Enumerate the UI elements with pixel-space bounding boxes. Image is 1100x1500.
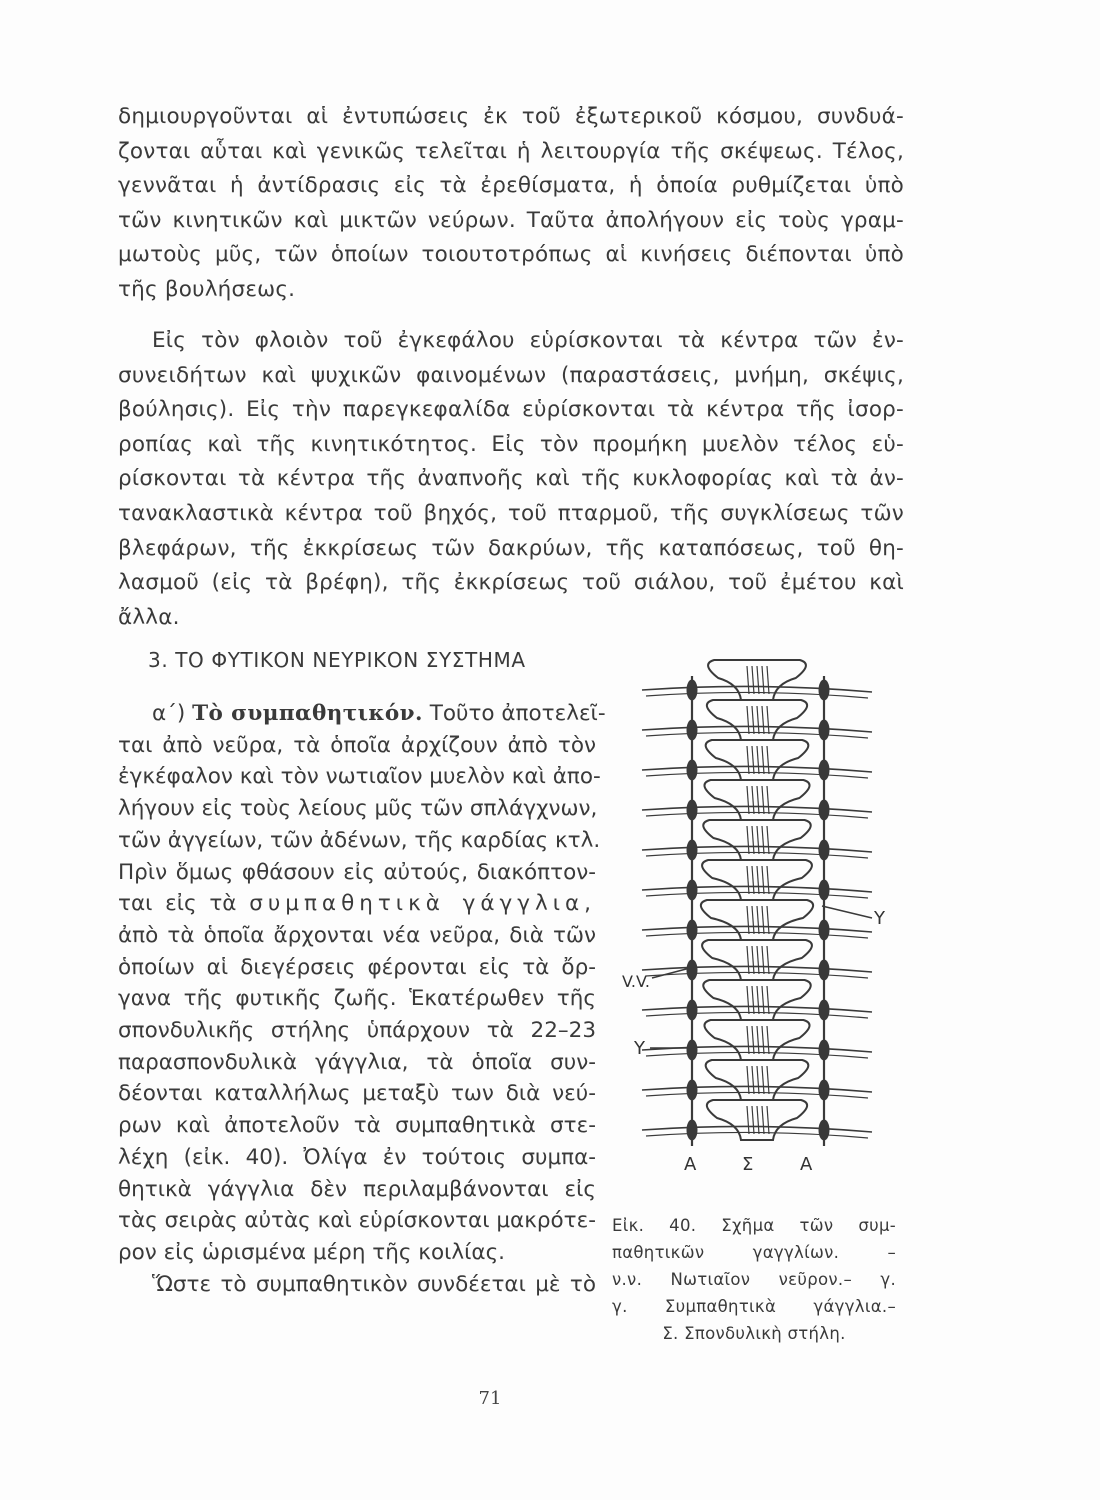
spinal-nerve-line	[642, 1086, 872, 1092]
vertebra-hatch	[762, 906, 764, 934]
spinal-nerve-line	[646, 1012, 868, 1018]
caption-line: Εἰκ. 40. Σχῆμα τῶν συμ-	[612, 1216, 896, 1235]
label-a-right: Α	[800, 1154, 813, 1175]
text-line: ροπίας καὶ τῆς κινητικότητος. Εἰς τὸν προμήκη μυελὸν τέλος εὑ-	[118, 431, 904, 457]
vertebra-hatch	[762, 1026, 764, 1054]
vertebra-hatch	[747, 706, 749, 734]
list-marker: α΄)	[152, 701, 186, 726]
paragraph-brain-centers	[118, 324, 904, 635]
vertebra-hatch	[752, 746, 754, 774]
text-line: ρον εἰς ὡρισμένα μέρη τῆς κοιλίας.	[118, 1239, 506, 1265]
text-line: σπονδυλικῆς στήλης ὑπάρχουν τὰ 22–23	[118, 1018, 596, 1044]
spinal-nerve-line	[642, 766, 872, 772]
vertebra-hatch	[767, 906, 769, 934]
vertebra-hatch	[762, 946, 764, 974]
sympathetic-ganglion	[687, 920, 697, 940]
spinal-nerve-line	[642, 1126, 872, 1132]
label-spinal-nerve: V.V.	[622, 972, 650, 991]
spinal-nerve-line	[646, 772, 868, 778]
vertebra-hatch	[747, 786, 749, 814]
text-line: τανακλαστικὰ κέντρα τοῦ βηχός, τοῦ πταρμοῦ, τῆς συγκλίσεως τῶν	[118, 500, 904, 526]
spinal-nerve-line	[642, 846, 872, 852]
paragraph-continuation	[118, 100, 904, 308]
vertebra-hatch	[747, 746, 749, 774]
paragraph-sympathetic	[118, 698, 606, 1300]
spinal-nerve-line	[642, 926, 872, 932]
vertebra-hatch	[757, 946, 759, 974]
vertebra-hatch	[762, 706, 764, 734]
bold-term: Τὸ συμπαθητικόν.	[192, 701, 423, 726]
sympathetic-ganglion	[819, 840, 829, 860]
vertebra-hatch	[752, 866, 754, 894]
sympathetic-ganglion	[687, 720, 697, 740]
text-fragment: ται εἰς τὰ	[118, 891, 237, 917]
vertebra-hatch	[752, 1026, 754, 1054]
vertebra-hatch	[767, 746, 769, 774]
vertebra-hatch	[757, 986, 759, 1014]
vertebra-hatch	[757, 786, 759, 814]
text-line: δέονται καταλλήλως μεταξὺ των διὰ νεύ-	[118, 1081, 596, 1107]
sympathetic-ganglion	[819, 800, 829, 820]
vertebra-hatch	[762, 986, 764, 1014]
text-line: δημιουργοῦνται αἱ ἐντυπώσεις ἐκ τοῦ ἐξωτερικοῦ κόσμου, συνδυά-	[118, 104, 904, 129]
label-a-left: Α	[684, 1154, 697, 1175]
vertebra-hatch	[757, 866, 759, 894]
text-line: Εἰς τὸν φλοιὸν τοῦ ἐγκεφάλου εὑρίσκονται τὰ κέντρα τῶν ἐν-	[152, 328, 904, 353]
spinal-nerve-line	[642, 806, 872, 812]
sympathetic-ganglion	[687, 880, 697, 900]
vertebra-hatch	[747, 1106, 749, 1134]
label-pointer	[822, 906, 872, 918]
spinal-nerve-line	[646, 732, 868, 738]
vertebra-hatch	[757, 1066, 759, 1094]
vertebra-hatch	[762, 1106, 764, 1134]
figure-sympathetic-ganglia	[612, 656, 902, 1216]
sympathetic-ganglion	[819, 760, 829, 780]
spinal-nerve-line	[646, 812, 868, 818]
caption-line: Σ. Σπονδυλικὴ στήλη.	[662, 1324, 846, 1343]
vertebra-hatch	[747, 866, 749, 894]
caption-line: γ. Συμπαθητικὰ γάγγλια.–	[612, 1297, 896, 1316]
vertebra-hatch	[752, 786, 754, 814]
spine-illustration	[612, 656, 902, 1216]
vertebra-hatch	[762, 826, 764, 854]
text-line: ρων καὶ ἀποτελοῦν τὰ συμπαθητικὰ στε-	[118, 1113, 596, 1139]
text-line: γανα τῆς φυτικῆς ζωῆς. Ἑκατέρωθεν τῆς	[118, 986, 596, 1012]
sympathetic-ganglion	[687, 840, 697, 860]
vertebra-hatch	[747, 1026, 749, 1054]
sympathetic-ganglion	[819, 1080, 829, 1100]
text-line: ρίσκονται τὰ κέντρα τῆς ἀναπνοῆς καὶ τῆς κυκλοφορίας καὶ τὰ ἀν-	[118, 466, 904, 492]
sympathetic-ganglion	[687, 1080, 697, 1100]
vertebra-hatch	[767, 666, 769, 694]
spinal-nerve-line	[646, 1132, 868, 1138]
sympathetic-ganglion	[819, 880, 829, 900]
vertebra-hatch	[767, 866, 769, 894]
text-line	[118, 698, 606, 730]
vertebra-hatch	[767, 786, 769, 814]
sympathetic-ganglion	[819, 960, 829, 980]
text-line: βούλησις). Εἰς τὴν παρεγκεφαλίδα εὑρίσκονται τὰ κέντρα τῆς ἰσορ-	[118, 397, 904, 423]
text-line: συνειδήτων καὶ ψυχικῶν φαινομένων (παραστάσεις, μνήμη, σκέψις,	[118, 362, 904, 388]
vertebra-hatch	[757, 1026, 759, 1054]
vertebra-hatch	[767, 1066, 769, 1094]
spinal-nerve-line	[642, 1006, 872, 1012]
sympathetic-ganglion	[687, 800, 697, 820]
spinal-nerve-line	[642, 726, 872, 732]
vertebra-hatch	[747, 826, 749, 854]
vertebra-hatch	[752, 706, 754, 734]
text-line: Ὥστε τὸ συμπαθητικὸν συνδέεται μὲ τὸ	[152, 1271, 596, 1297]
vertebra-hatch	[767, 826, 769, 854]
spinal-nerve-line	[646, 1092, 868, 1098]
label-sigma: Σ	[742, 1154, 754, 1175]
text-line: ἀπὸ τὰ ὁποῖα ἄρχονται νέα νεῦρα, διὰ τῶν	[118, 922, 596, 948]
vertebra-hatch	[762, 666, 764, 694]
sympathetic-ganglion	[819, 1000, 829, 1020]
spinal-nerve-line	[646, 892, 868, 898]
label-gamma-right: Υ	[874, 908, 885, 929]
vertebra-hatch	[767, 1106, 769, 1134]
vertebra-hatch	[762, 1066, 764, 1094]
vertebra-hatch	[762, 786, 764, 814]
sympathetic-ganglion	[687, 680, 697, 700]
vertebra-hatch	[752, 946, 754, 974]
vertebra-hatch	[752, 1106, 754, 1134]
sympathetic-ganglion	[819, 920, 829, 940]
sympathetic-ganglion	[819, 720, 829, 740]
vertebra-hatch	[747, 666, 749, 694]
text-line: ὁποίων αἱ διεγέρσεις φέρονται εἰς τὰ ὄρ-	[118, 954, 596, 980]
text-line: λήγουν εἰς τοὺς λείους μῦς τῶν σπλάγχνων,	[118, 796, 598, 822]
sympathetic-ganglion	[819, 1120, 829, 1140]
vertebra-hatch	[752, 906, 754, 934]
text-line: τὰς σειρὰς αὐτὰς καὶ εὑρίσκονται μακρότε-	[118, 1208, 596, 1234]
spinal-nerve-line	[646, 932, 868, 938]
vertebra-hatch	[757, 666, 759, 694]
vertebra-hatch	[747, 986, 749, 1014]
text-line	[118, 888, 596, 920]
sympathetic-ganglion	[687, 1040, 697, 1060]
label-gamma-left: Υ	[634, 1038, 645, 1059]
vertebra-hatch	[757, 1106, 759, 1134]
vertebra-hatch	[767, 1026, 769, 1054]
vertebra-hatch	[757, 706, 759, 734]
vertebra-hatch	[747, 906, 749, 934]
vertebra-hatch	[767, 946, 769, 974]
vertebra-hatch	[762, 746, 764, 774]
vertebra-hatch	[757, 746, 759, 774]
text-line: Πρὶν ὅμως φθάσουν εἰς αὐτούς, διακόπτον-	[118, 859, 596, 885]
spaced-term: συμπαθητικὰ γάγγλια,	[249, 891, 596, 917]
spinal-nerve-line	[642, 886, 872, 892]
text-line: βλεφάρων, τῆς ἐκκρίσεως τῶν δακρύων, τῆς καταπόσεως, τοῦ θη-	[118, 535, 904, 561]
spinal-nerve-line	[646, 852, 868, 858]
text-line: λέχη (εἰκ. 40). Ὀλίγα ἐν τούτοις συμπα-	[118, 1144, 596, 1170]
vertebra-hatch	[747, 1066, 749, 1094]
text-line: λασμοῦ (εἰς τὰ βρέφη), τῆς ἐκκρίσεως τοῦ σιάλου, τοῦ ἐμέτου καὶ	[118, 570, 904, 596]
sympathetic-ganglion	[687, 1120, 697, 1140]
figure-caption	[612, 1212, 896, 1347]
text-line: τῶν κινητικῶν καὶ μικτῶν νεύρων. Ταῦτα ἀπολήγουν εἰς τοὺς γραμ-	[118, 207, 904, 233]
text-line: τῶν ἀγγείων, τῶν ἀδένων, τῆς καρδίας κτλ.	[118, 827, 601, 853]
text-line: ἄλλα.	[118, 604, 180, 630]
text-line: ἐγκέφαλον καὶ τὸν νωτιαῖον μυελὸν καὶ ἀπο-	[118, 764, 601, 790]
text-line: ται ἀπὸ νεῦρα, τὰ ὁποῖα ἀρχίζουν ἀπὸ τὸν	[118, 732, 596, 758]
sympathetic-ganglion	[819, 680, 829, 700]
vertebra-hatch	[752, 826, 754, 854]
section-heading: 3. ΤΟ ΦΥΤΙΚΟΝ ΝΕΥΡΙΚΟΝ ΣΥΣΤΗΜΑ	[148, 648, 526, 672]
text-fragment: Τοῦτο ἀποτελεῖ-	[429, 701, 606, 726]
text-line: θητικὰ γάγγλια δὲν περιλαμβάνονται εἰς	[118, 1176, 596, 1202]
sympathetic-ganglion	[819, 1040, 829, 1060]
text-line: παρασπονδυλικὰ γάγγλια, τὰ ὁποῖα συν-	[118, 1049, 596, 1075]
vertebra-hatch	[767, 706, 769, 734]
text-line: γεννᾶται ἡ ἀντίδρασις εἰς τὰ ἐρεθίσματα, ἡ ὁποία ρυθμίζεται ὑπὸ	[118, 173, 904, 199]
vertebra-hatch	[762, 866, 764, 894]
text-line: μωτοὺς μῦς, τῶν ὁποίων τοιουτοτρόπως αἱ κινήσεις διέπονται ὑπὸ	[118, 242, 904, 268]
spinal-nerve-line	[642, 686, 872, 692]
page-number: 71	[478, 1388, 502, 1409]
caption-line: παθητικῶν γαγγλίων. –	[612, 1243, 896, 1262]
vertebra-hatch	[752, 666, 754, 694]
vertebra-hatch	[747, 946, 749, 974]
text-line: τῆς βουλήσεως.	[118, 276, 296, 302]
sympathetic-ganglion	[687, 1000, 697, 1020]
spinal-nerve-line	[646, 972, 868, 978]
spinal-nerve-line	[646, 1052, 868, 1058]
vertebra-hatch	[752, 1066, 754, 1094]
sympathetic-ganglion	[687, 760, 697, 780]
vertebra-hatch	[767, 986, 769, 1014]
vertebra-hatch	[752, 986, 754, 1014]
caption-line: ν.ν. Νωτιαῖον νεῦρον.– γ.	[612, 1270, 896, 1289]
spinal-nerve-line	[646, 692, 868, 698]
sympathetic-ganglion	[687, 960, 697, 980]
text-line: ζονται αὗται καὶ γενικῶς τελεῖται ἡ λειτουργία τῆς σκέψεως. Τέλος,	[118, 138, 904, 164]
vertebra-hatch	[757, 826, 759, 854]
vertebra-hatch	[757, 906, 759, 934]
